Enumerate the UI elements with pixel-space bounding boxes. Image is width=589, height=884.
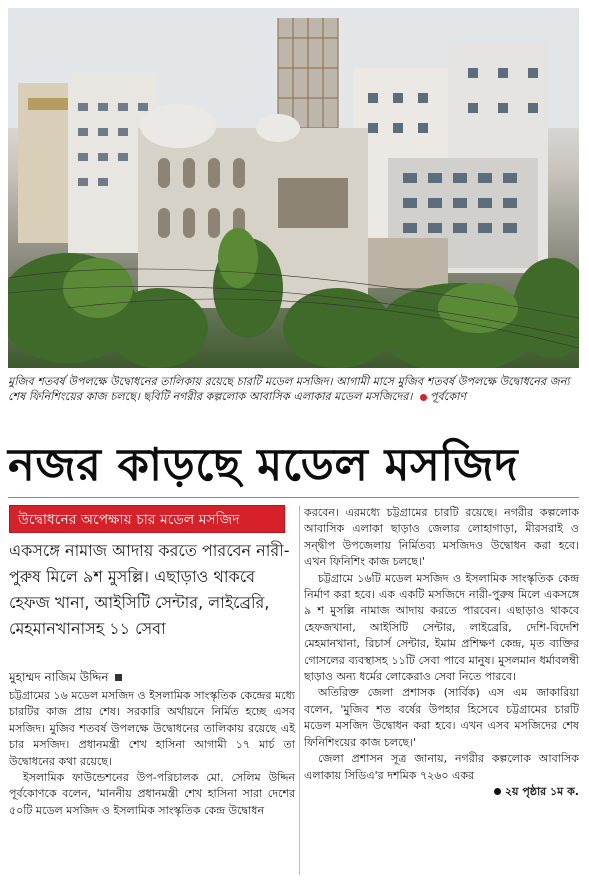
paragraph: চট্টগ্রামের ১৬ মডেল মসজিদ ও ইসলামিক সাংস্কৃতিক কেন্দ্রের মধ্যে চারটির কাজ প্রায় শেষ। সরকারি অর্থায়নে নির্মিত হচ্ছে এসব মসজিদ। মুজিব শতবর্ষ উপলক্ষে উদ্বোধনের তালিকায় রয়েছে এই চার মসজিদ। প্রধানমন্ত্রী শেখ হাসিনা আগামী ১৭ মার্চ তা উদ্বোধনের কথা রয়েছে। <box>9 689 295 768</box>
byline <box>9 668 295 686</box>
continued-text: ২য় পৃষ্ঠার ১ম ক. <box>504 784 579 798</box>
paragraph: করবেন। এরমধ্যে চট্টগ্রামের চারটি রয়েছে। নগরীর কল্পলোক আবাসিক এলাকা ছাড়াও জেলার লোহাগাড়া, মীরসরাই ও সন্দ্বীপ উপজেলায় নির্মিতব্য মসজিদও উদ্বোধন করা হবে। এখন ফিনিশিং কাজ চলছে।' <box>304 506 579 569</box>
bullet-icon <box>494 788 501 795</box>
headline: নজর কাড়ছে মডেল মসজিদ <box>8 438 519 491</box>
author-name: মুহাম্মদ নাজিম উদ্দিন <box>9 670 109 684</box>
paragraph: ইসলামিক ফাউন্ডেশনের উপ-পরিচালক মো. সেলিম উদ্দিন পূর্বকোণকে বলেন, 'মাননীয় প্রধানমন্ত্রী শেখ হাসিনা সারা দেশের ৫০টি মডেল মসজিদ ও ইসলামিক সাংস্কৃতিক কেন্দ্র উদ্বোধন <box>9 771 295 817</box>
paragraph: জেলা প্রশাসন সূত্র জানায়, নগরীর কল্পলোক আবাসিক এলাকায় সিডিএ'র দশমিক ৭২৬০ একর <box>304 752 579 782</box>
paragraph: চট্টগ্রামে ১৬টি মডেল মসজিদ ও ইসলামিক সাংস্কৃতিক কেন্দ্র নির্মাণ করা হবে। এক একটি মসজিদে নারী-পুরুষ মিলে একসঙ্গে ৯ শ মুসল্লি নামাজ আদায় করতে পারবেন। এছাড়াও থাকবে হেফজখানা, আইসিটি সেন্টার, লাইব্রেরি, দেশি-বিদেশি মেহমানখানা, রিচার্স সেন্টার, ইমাম প্রশিক্ষণ কেন্দ্র, মৃত ব্যক্তির গোসলের ব্যবস্থাসহ ১১টি সেবা পাবে মানুষ। মুসলমান ধর্মাবলম্বী ছাড়াও অন্য ধর্মের লোকেরাও সেবা নিতে পারবে। <box>304 571 579 684</box>
caption-text: মুজিব শতবর্ষ উপলক্ষে উদ্বোধনের তালিকায় রয়েছে চারটি মডেল মসজিদ। আগামী মাসে মুজিব শতবর্ষ উপলক্ষে উদ্বোধনের জন্য শেষ ফিনিশিংয়ের কাজ চলছে। ছবিটি নগরীর কল্পলোক আবাসিক এলাকার মডেল মসজিদের। <box>8 375 570 403</box>
article-column-2 <box>304 505 579 800</box>
deck-subheadline: একসঙ্গে নামাজ আদায় করতে পারবেন নারী-পুরুষ মিলে ৯শ মুসল্লি। এছাড়াও থাকবে হেফজ খানা, আইসিটি সেন্টার, লাইব্রেরি, মেহমানখানাসহ ১১ সেবা <box>9 541 290 638</box>
continued-on-page <box>304 784 579 800</box>
photo-credit: পূর্বকোণ <box>429 390 467 403</box>
article-column-1 <box>9 688 295 819</box>
column-divider <box>299 505 300 875</box>
news-photo <box>8 8 579 368</box>
square-bullet-icon <box>115 674 122 681</box>
divider <box>8 497 579 498</box>
kicker-banner: উদ্বোধনের অপেক্ষায় চার মডেল মসজিদ <box>9 505 285 533</box>
red-dot-icon <box>420 394 427 401</box>
photo-caption <box>8 374 579 404</box>
paragraph: অতিরিক্ত জেলা প্রশাসক (সার্বিক) এস এম জাকারিয়া বলেন, 'মুজিব শত বর্ষের উপহার হিসেবে চট্টগ্রামের চারটি মডেল মসজিদ উদ্বোধন করা হবে। এখন এসব মসজিদের শেষ ফিনিশিংয়ের কাজ চলছে।' <box>304 686 579 749</box>
mosque-construction-illustration <box>8 8 579 368</box>
